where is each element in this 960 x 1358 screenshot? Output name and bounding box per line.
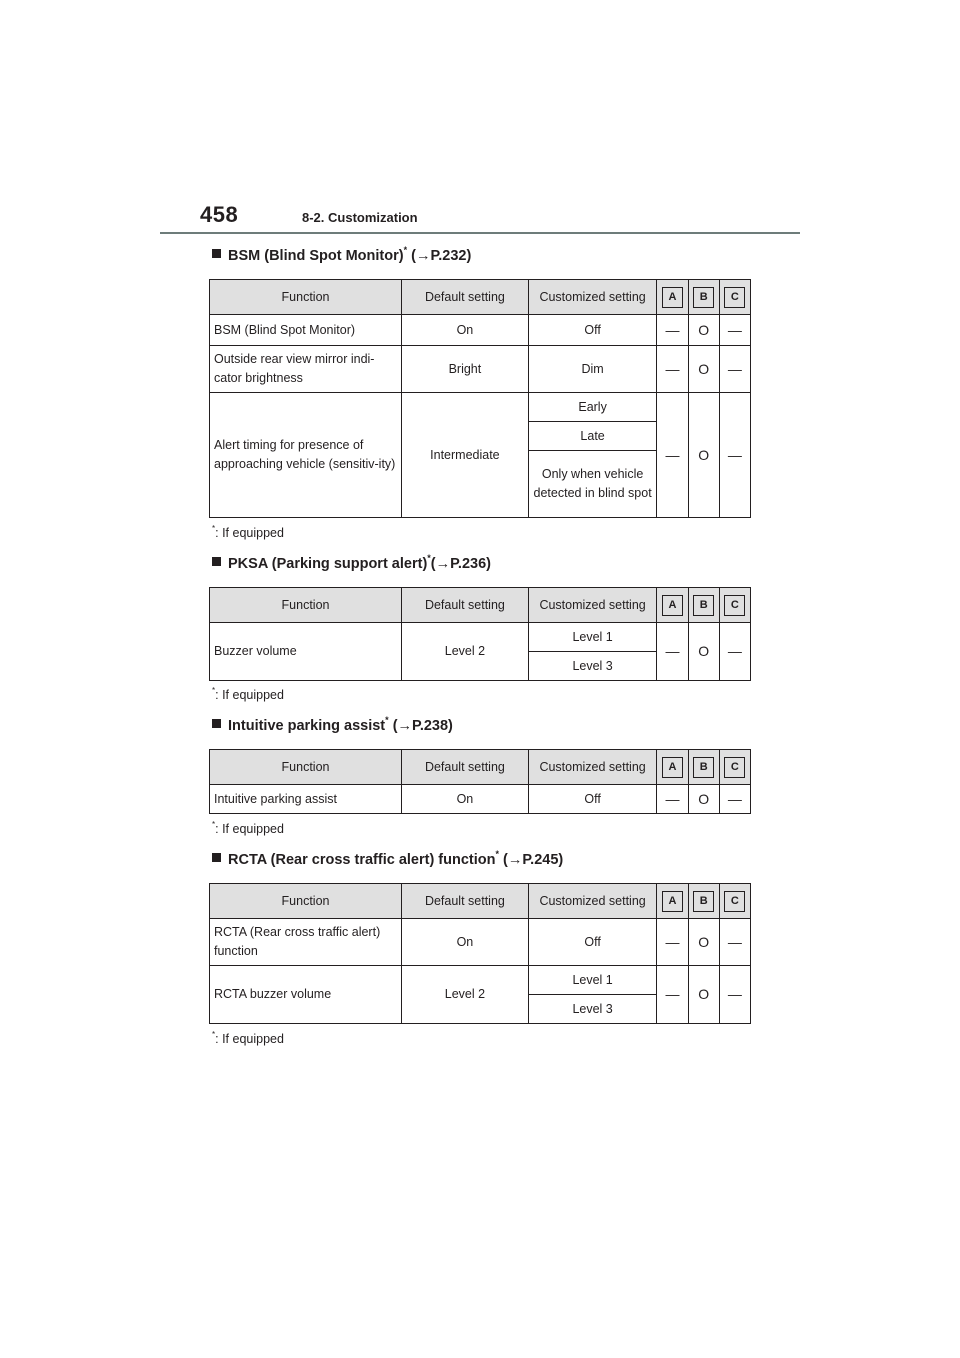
table-row: Buzzer volume Level 2 Level 1 — O — [210,623,751,652]
column-header-default: Default setting [402,280,529,315]
square-bullet-icon [212,719,221,728]
table-bsm [209,279,751,518]
table-row: Late [210,422,751,451]
footnote: *: If equipped [212,1030,284,1046]
header-rule [160,232,800,234]
table-header-row [210,280,751,315]
footnote: *: If equipped [212,820,284,836]
column-header-b [688,588,719,623]
heading-rcta: RCTA (Rear cross traffic alert) function* (→P.245) [212,852,563,868]
letter-c-icon: C [724,757,745,778]
heading-bsm: BSM (Blind Spot Monitor)* (→P.232) [212,248,471,264]
column-header-a [657,280,688,315]
page-reference: (→P.236) [430,556,491,572]
page-reference: (→P.232) [411,248,472,264]
column-header-default: Default setting [402,750,529,785]
table-row: Intuitive parking assist On Off — O — [210,785,751,814]
column-header-a [657,750,688,785]
heading-intuitive-parking-assist: Intuitive parking assist* (→P.238) [212,718,453,734]
column-header-a [657,588,688,623]
letter-c-icon: C [724,287,745,308]
letter-b-icon: B [693,595,714,616]
square-bullet-icon [212,557,221,566]
letter-b-icon: B [693,287,714,308]
table-row: Alert timing for presence of approaching vehicle (sensitiv-ity) Intermediate Early — O — [210,393,751,422]
column-header-customized: Customized setting [528,750,657,785]
table-row: Only when vehicle detected in blind spot [210,451,751,518]
column-header-b [688,280,719,315]
page-header [160,200,800,236]
column-header-b [688,884,719,919]
heading-pksa: PKSA (Parking support alert)*(→P.236) [212,556,491,572]
table-row: Level 3 [210,652,751,681]
table-header-row [210,750,751,785]
column-header-function: Function [210,884,402,919]
letter-b-icon: B [693,891,714,912]
column-header-customized: Customized setting [528,884,657,919]
column-header-a [657,884,688,919]
table-row: BSM (Blind Spot Monitor) On Off — O — [210,315,751,346]
table-rcta [209,883,751,1024]
square-bullet-icon [212,249,221,258]
footnote: *: If equipped [212,686,284,702]
column-header-default: Default setting [402,588,529,623]
square-bullet-icon [212,853,221,862]
page-reference: (→P.238) [392,718,453,734]
table-header-row [210,884,751,919]
table-row: RCTA (Rear cross traffic alert) function On Off — O — [210,919,751,966]
table-row: Outside rear view mirror indi-cator brightness Bright Dim — O — [210,346,751,393]
column-header-c [719,588,750,623]
column-header-function: Function [210,750,402,785]
letter-c-icon: C [724,891,745,912]
table-header-row [210,588,751,623]
column-header-customized: Customized setting [528,280,657,315]
column-header-c [719,750,750,785]
column-header-c [719,280,750,315]
letter-a-icon: A [662,287,683,308]
column-header-b [688,750,719,785]
letter-b-icon: B [693,757,714,778]
table-pksa [209,587,751,681]
table-row: RCTA buzzer volume Level 2 Level 1 — O — [210,966,751,995]
section-title: 8-2. Customization [302,210,418,225]
letter-a-icon: A [662,595,683,616]
column-header-function: Function [210,280,402,315]
column-header-customized: Customized setting [528,588,657,623]
page-reference: (→P.245) [503,852,564,868]
page-number: 458 [200,202,239,227]
table-intuitive-parking-assist [209,749,751,814]
table-row: Level 3 [210,995,751,1024]
column-header-default: Default setting [402,884,529,919]
column-header-c [719,884,750,919]
letter-a-icon: A [662,891,683,912]
letter-a-icon: A [662,757,683,778]
footnote: *: If equipped [212,524,284,540]
column-header-function: Function [210,588,402,623]
letter-c-icon: C [724,595,745,616]
